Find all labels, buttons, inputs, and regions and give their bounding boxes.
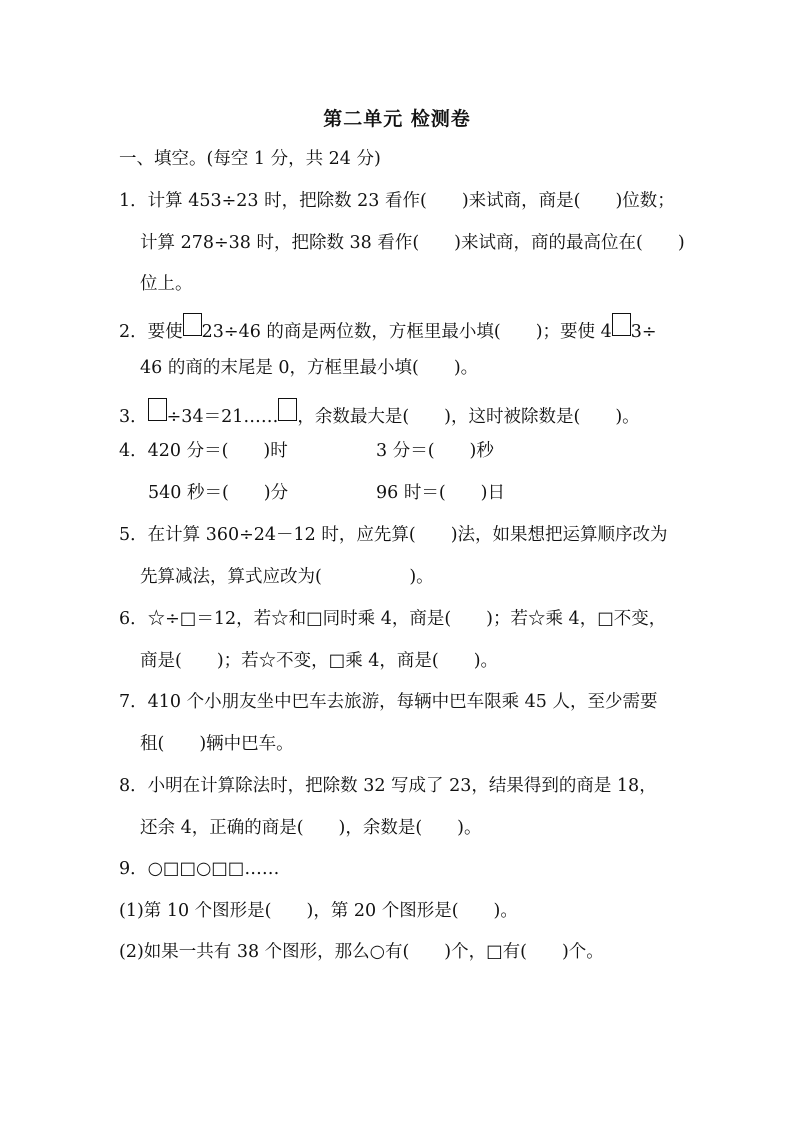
question-number: 8． (119, 776, 148, 796)
question-2-line-2: 46 的商的末尾是 0，方框里最小填( )。 (140, 358, 479, 378)
question-number: 1． (119, 191, 148, 211)
question-text: 23÷46 的商是两位数，方框里最小填( )；要使 4 (201, 322, 612, 342)
question-6-line-1 (119, 606, 666, 632)
question-text: 410 个小朋友坐中巴车去旅游，每辆中巴车限乘 45 人，至少需要 (147, 692, 658, 712)
question-2-line-1 (119, 313, 657, 345)
blank-box (278, 398, 297, 421)
question-text: 3÷ (630, 322, 657, 342)
section-heading: 一、填空。(每空 1 分，共 24 分) (119, 149, 381, 169)
question-7-line-1 (119, 689, 658, 715)
question-5-line-1 (119, 522, 668, 548)
question-1-line-2: 计算 278÷38 时，把除数 38 看作( )来试商，商的最高位在( ) (140, 233, 685, 253)
question-3-line-1 (119, 398, 640, 430)
question-1-line-3: 位上。 (140, 274, 193, 294)
question-text: ☆÷□＝12，若☆和□同时乘 4，商是( )；若☆乘 4，□不变， (147, 609, 667, 629)
question-text: 要使 (147, 322, 183, 342)
page-title: 第二单元 检测卷 (323, 108, 471, 130)
question-text: ÷34＝21…… (166, 407, 279, 427)
question-text: 在计算 360÷24－12 时，应先算( )法，如果想把运算顺序改为 (147, 525, 668, 545)
question-4-line-1 (119, 438, 288, 464)
question-text: 小明在计算除法时，把除数 32 写成了 23，结果得到的商是 18， (147, 776, 657, 796)
question-4-item-b: 3 分＝( )秒 (376, 441, 494, 461)
question-number: 2． (119, 322, 148, 342)
question-number: 3． (119, 407, 148, 427)
question-number: 4． (119, 441, 148, 461)
question-6-line-2: 商是( )；若☆不变，□乘 4，商是( )。 (140, 651, 499, 671)
question-4-item-d: 96 时＝( )日 (376, 483, 505, 503)
question-9-part-1: (1)第 10 个图形是( )，第 20 个图形是( )。 (119, 901, 518, 921)
question-5-line-2: 先算减法，算式应改为( )。 (140, 567, 434, 587)
question-number: 9． (119, 859, 148, 879)
question-9-line-1 (119, 856, 279, 882)
question-8-line-2: 还余 4，正确的商是( )，余数是( )。 (140, 818, 482, 838)
question-number: 5． (119, 525, 148, 545)
question-4-item-c: 540 秒＝( )分 (148, 483, 289, 503)
question-1-line-1 (119, 188, 675, 214)
question-number: 7． (119, 692, 148, 712)
blank-box (148, 398, 167, 421)
question-number: 6． (119, 609, 148, 629)
question-text: 420 分＝( )时 (147, 441, 288, 461)
question-9-part-2: (2)如果一共有 38 个图形，那么○有( )个，□有( )个。 (119, 942, 604, 962)
blank-box (183, 313, 202, 336)
question-8-line-1 (119, 773, 657, 799)
question-text: 计算 453÷23 时，把除数 23 看作( )来试商，商是( )位数； (147, 191, 675, 211)
question-7-line-2: 租( )辆中巴车。 (140, 734, 294, 754)
shape-pattern: ○□□○□□…… (147, 859, 280, 879)
question-text: ，余数最大是( )，这时被除数是( )。 (297, 407, 640, 427)
blank-box (612, 313, 631, 336)
